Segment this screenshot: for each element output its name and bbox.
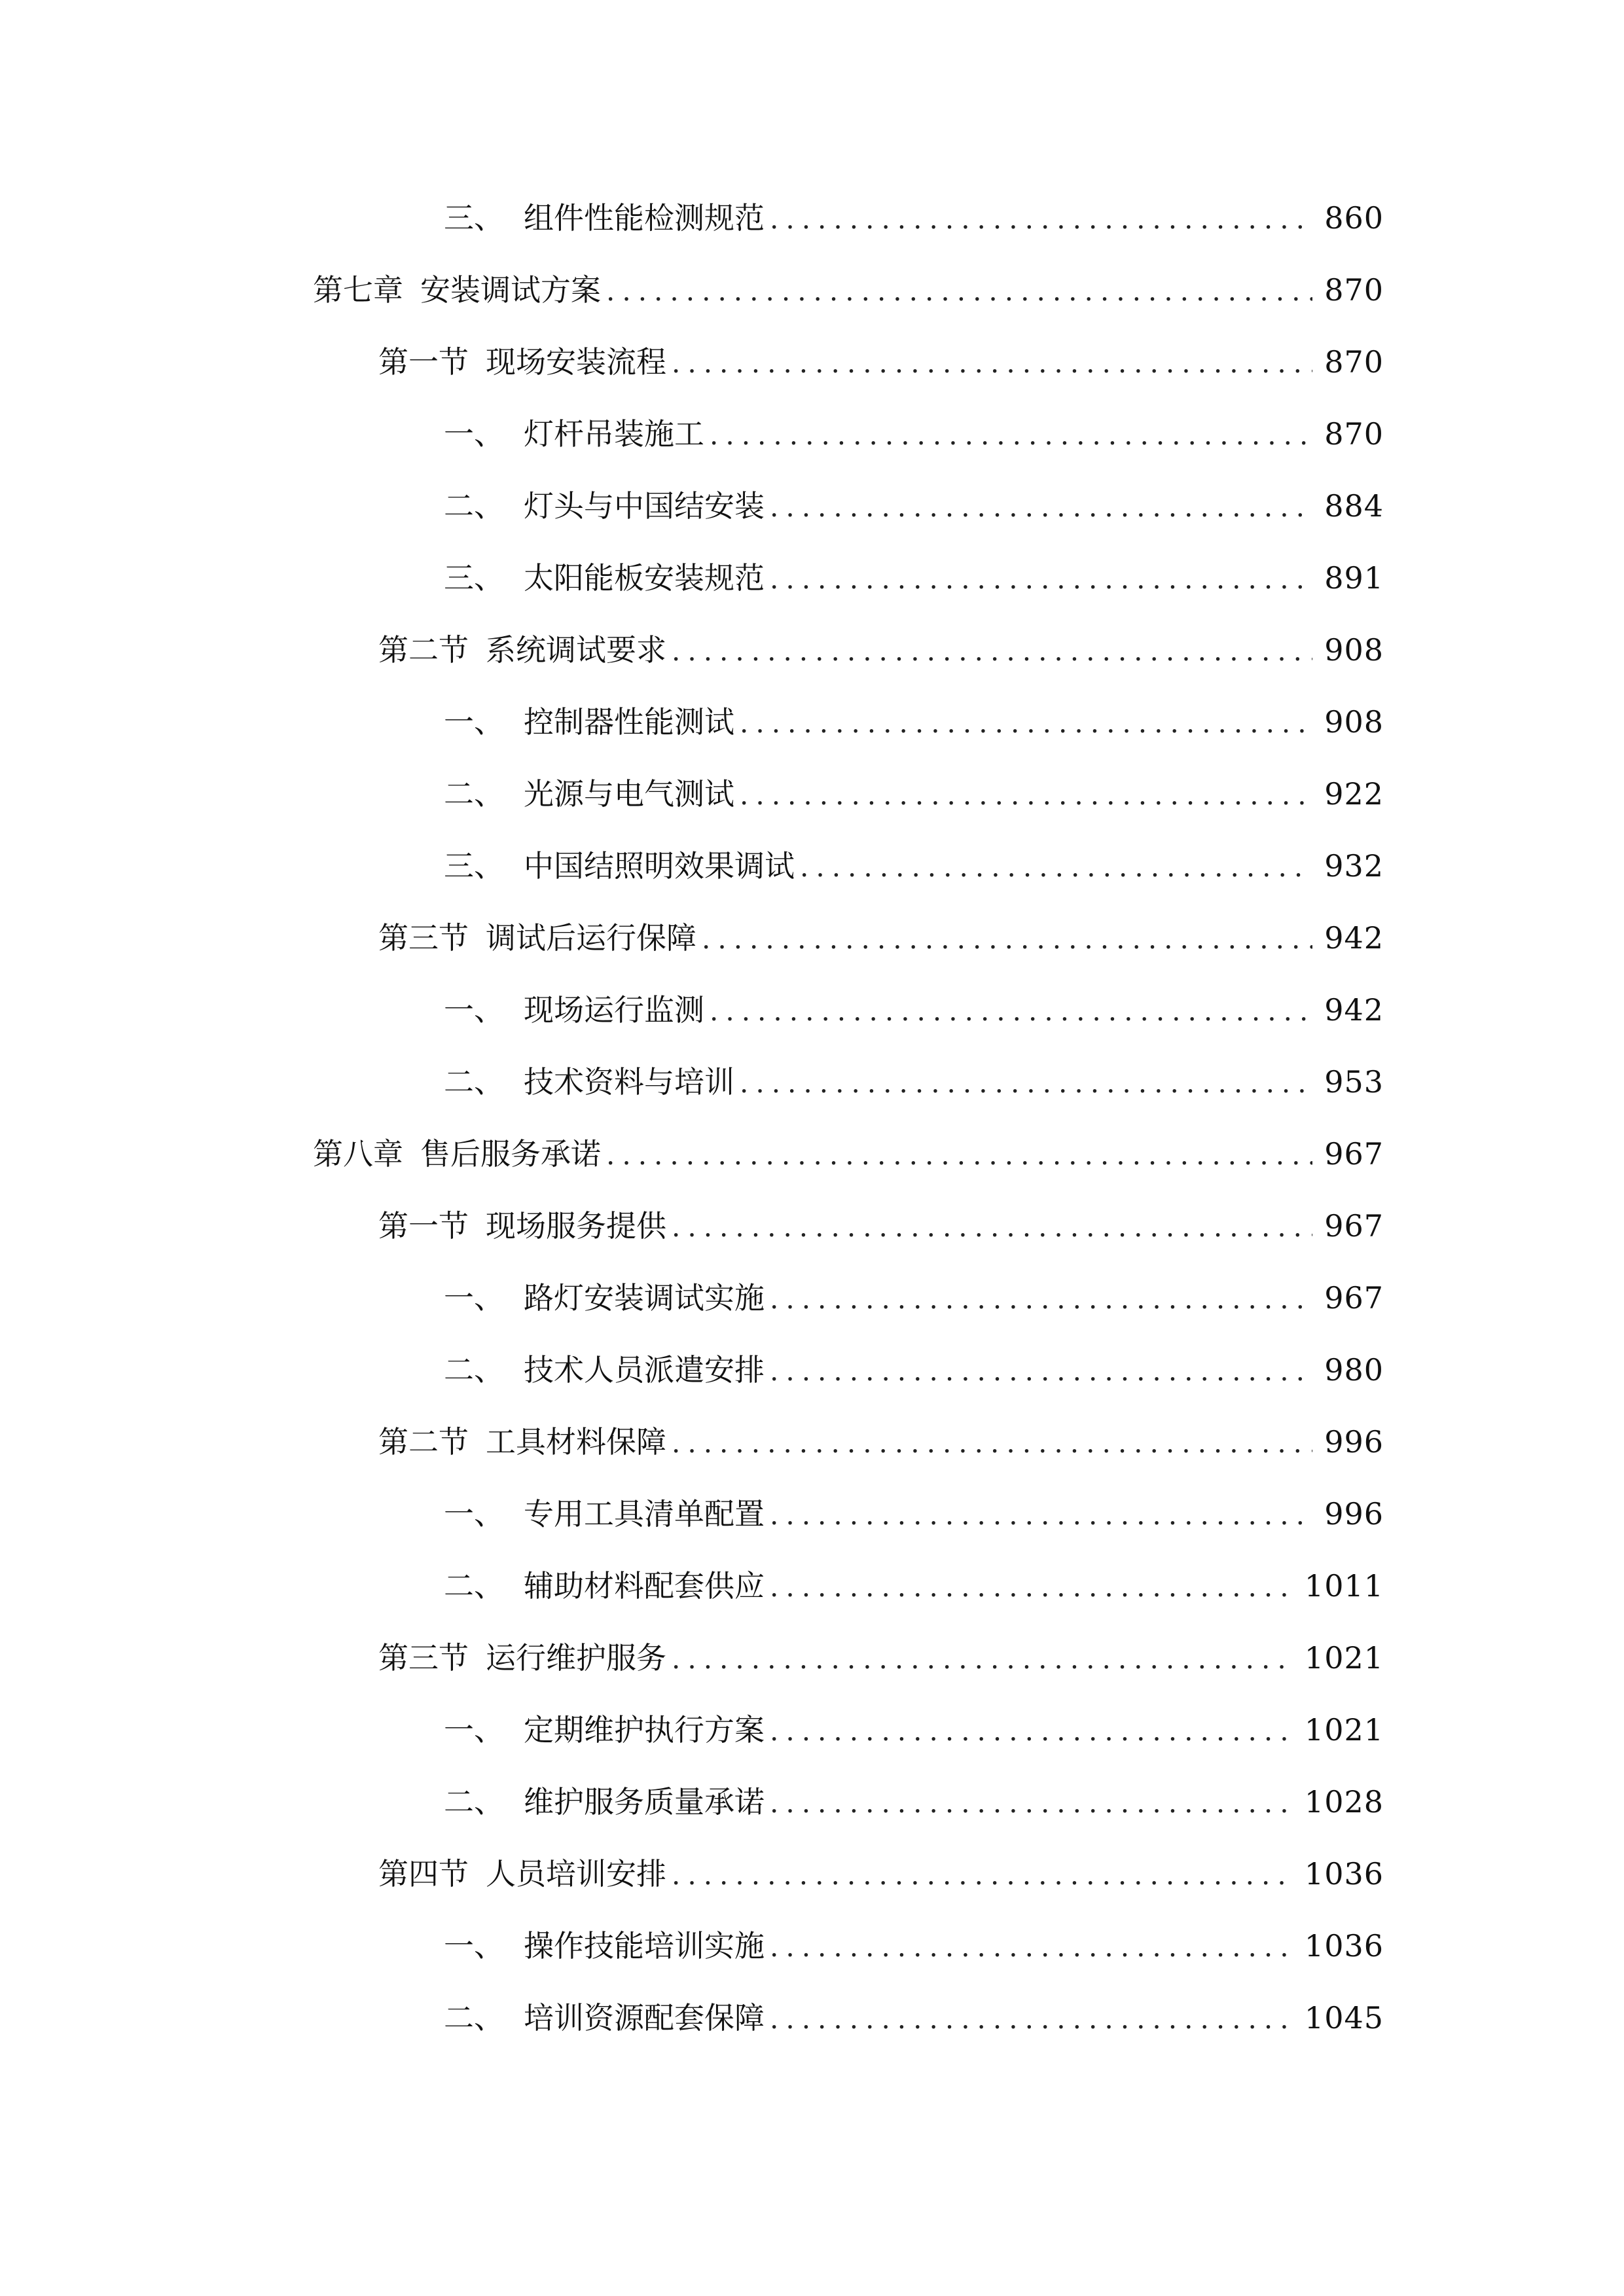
- dot-leader: [770, 1993, 1293, 2045]
- dot-leader: [710, 409, 1312, 461]
- toc-entry-title: 工具材料保障: [486, 1424, 666, 1460]
- dot-leader: [606, 1129, 1312, 1181]
- toc-entry-title: 现场服务提供: [486, 1208, 666, 1244]
- toc-entry-number: 第八章: [313, 1136, 403, 1172]
- toc-entry-title: 技术人员派遣安排: [524, 1352, 765, 1388]
- dot-leader: [770, 1705, 1293, 1757]
- toc-entry-title: 中国结照明效果调试: [524, 848, 795, 884]
- toc-entry-number: 一、: [444, 992, 504, 1028]
- toc-entry[interactable]: [378, 624, 1384, 676]
- toc-entry-page: 1045: [1304, 2000, 1384, 2036]
- toc-entry-number: 二、: [444, 2000, 504, 2036]
- toc-entry-number: 三、: [444, 200, 504, 236]
- toc-entry-number: 一、: [444, 704, 504, 740]
- toc-entry-title: 灯杆吊装施工: [524, 416, 704, 452]
- dot-leader: [672, 1201, 1312, 1253]
- dot-leader: [770, 1273, 1312, 1325]
- dot-leader: [770, 553, 1312, 605]
- toc-entry[interactable]: [444, 480, 1384, 532]
- dot-leader: [740, 697, 1312, 749]
- dot-leader: [770, 481, 1312, 533]
- dot-leader: [740, 1057, 1312, 1109]
- toc-entry[interactable]: [444, 192, 1384, 244]
- toc-entry-title: 现场运行监测: [524, 992, 704, 1028]
- toc-entry-title: 调试后运行保障: [486, 920, 696, 956]
- toc-entry-page: 884: [1324, 488, 1384, 524]
- toc-entry-number: 第一节: [378, 344, 469, 380]
- toc-entry[interactable]: [444, 1560, 1384, 1612]
- toc-entry-number: 第三节: [378, 920, 469, 956]
- toc-entry-title: 人员培训安排: [486, 1856, 666, 1892]
- toc-entry[interactable]: [378, 1848, 1384, 1900]
- dot-leader: [702, 913, 1312, 965]
- toc-entry-title: 操作技能培训实施: [524, 1928, 765, 1964]
- toc-entry[interactable]: [444, 840, 1384, 892]
- toc-entry[interactable]: [444, 696, 1384, 748]
- toc-entry[interactable]: [444, 1992, 1384, 2044]
- toc-entry[interactable]: [378, 912, 1384, 964]
- toc-entry-page: 891: [1324, 560, 1384, 596]
- toc-entry-title: 运行维护服务: [486, 1640, 666, 1676]
- toc-entry-number: 第四节: [378, 1856, 469, 1892]
- toc-entry-title: 定期维护执行方案: [524, 1712, 765, 1748]
- toc-entry[interactable]: [444, 1488, 1384, 1540]
- toc-entry-page: 870: [1324, 272, 1384, 308]
- toc-entry[interactable]: [444, 768, 1384, 820]
- toc-entry-page: 932: [1324, 848, 1384, 884]
- dot-leader: [770, 1561, 1293, 1613]
- toc-entry[interactable]: [444, 408, 1384, 460]
- toc-entry-title: 现场安装流程: [486, 344, 666, 380]
- toc-entry-page: 908: [1324, 704, 1384, 740]
- toc-entry-page: 870: [1324, 344, 1384, 380]
- toc-entry-page: 922: [1324, 776, 1384, 812]
- dot-leader: [606, 265, 1312, 317]
- toc-entry[interactable]: [378, 1632, 1384, 1684]
- dot-leader: [672, 625, 1312, 677]
- toc-entry-title: 辅助材料配套供应: [524, 1568, 765, 1604]
- dot-leader: [770, 1777, 1293, 1829]
- dot-leader: [672, 1417, 1312, 1469]
- toc-entry[interactable]: [444, 1272, 1384, 1324]
- toc-entry-number: 三、: [444, 560, 504, 596]
- toc-entry-page: 967: [1324, 1208, 1384, 1244]
- dot-leader: [770, 1489, 1312, 1541]
- dot-leader: [770, 1921, 1293, 1973]
- toc-entry-number: 二、: [444, 1784, 504, 1820]
- dot-leader: [800, 841, 1312, 893]
- toc-entry-number: 一、: [444, 1496, 504, 1532]
- toc-entry-page: 996: [1324, 1424, 1384, 1460]
- toc-entry-page: 980: [1324, 1352, 1384, 1388]
- toc-entry-title: 专用工具清单配置: [524, 1496, 765, 1532]
- toc-entry-number: 第七章: [313, 272, 403, 308]
- toc-entry-page: 953: [1324, 1064, 1384, 1100]
- toc-entry[interactable]: [378, 1200, 1384, 1252]
- toc-entry-page: 967: [1324, 1136, 1384, 1172]
- toc-entry-title: 维护服务质量承诺: [524, 1784, 765, 1820]
- toc-entry-title: 售后服务承诺: [420, 1136, 601, 1172]
- toc-entry-number: 一、: [444, 1280, 504, 1316]
- toc-entry[interactable]: [378, 1416, 1384, 1468]
- toc-entry-number: 第一节: [378, 1208, 469, 1244]
- dot-leader: [770, 1345, 1312, 1397]
- toc-entry-number: 二、: [444, 1064, 504, 1100]
- toc-entry-number: 第三节: [378, 1640, 469, 1676]
- toc-entry-page: 860: [1324, 200, 1384, 236]
- toc-entry-page: 942: [1324, 920, 1384, 956]
- toc-entry-title: 灯头与中国结安装: [524, 488, 765, 524]
- toc-entry[interactable]: [313, 1128, 1384, 1180]
- toc-entry-page: 908: [1324, 632, 1384, 668]
- toc-entry[interactable]: [444, 1920, 1384, 1972]
- toc-entry-number: 三、: [444, 848, 504, 884]
- toc-entry-title: 路灯安装调试实施: [524, 1280, 765, 1316]
- toc-entry[interactable]: [378, 336, 1384, 388]
- toc-entry-number: 二、: [444, 488, 504, 524]
- toc-entry-title: 太阳能板安装规范: [524, 560, 765, 596]
- toc-entry[interactable]: [444, 1344, 1384, 1396]
- toc-entry-number: 一、: [444, 1712, 504, 1748]
- toc-entry-page: 1036: [1304, 1856, 1384, 1892]
- toc-entry-page: 1021: [1304, 1640, 1384, 1676]
- toc-entry[interactable]: [313, 264, 1384, 316]
- toc-entry-title: 技术资料与培训: [524, 1064, 734, 1100]
- toc-entry-page: 870: [1324, 416, 1384, 452]
- dot-leader: [672, 1633, 1293, 1685]
- toc-entry-page: 942: [1324, 992, 1384, 1028]
- toc-entry-title: 系统调试要求: [486, 632, 666, 668]
- toc-entry-number: 第二节: [378, 632, 469, 668]
- toc-entry-title: 安装调试方案: [420, 272, 601, 308]
- toc-entry-title: 光源与电气测试: [524, 776, 734, 812]
- toc-entry-title: 控制器性能测试: [524, 704, 734, 740]
- toc-entry-number: 一、: [444, 416, 504, 452]
- toc-entry-title: 培训资源配套保障: [524, 2000, 765, 2036]
- toc-entry-page: 996: [1324, 1496, 1384, 1532]
- toc-entry-page: 1021: [1304, 1712, 1384, 1748]
- dot-leader: [770, 193, 1312, 245]
- dot-leader: [672, 1849, 1293, 1901]
- toc-entry-number: 二、: [444, 1352, 504, 1388]
- toc-entry-number: 一、: [444, 1928, 504, 1964]
- toc-entry-number: 第二节: [378, 1424, 469, 1460]
- toc-entry[interactable]: [444, 984, 1384, 1036]
- toc-entry[interactable]: [444, 1704, 1384, 1756]
- toc-entry-page: 967: [1324, 1280, 1384, 1316]
- toc-entry[interactable]: [444, 1776, 1384, 1828]
- toc-entry-page: 1011: [1304, 1568, 1384, 1604]
- dot-leader: [672, 337, 1312, 389]
- toc-entry-page: 1036: [1304, 1928, 1384, 1964]
- dot-leader: [740, 769, 1312, 821]
- toc-entry[interactable]: [444, 1056, 1384, 1108]
- toc-entry-title: 组件性能检测规范: [524, 200, 765, 236]
- toc-entry-number: 二、: [444, 776, 504, 812]
- toc-entry-page: 1028: [1304, 1784, 1384, 1820]
- toc-entry-number: 二、: [444, 1568, 504, 1604]
- dot-leader: [710, 985, 1312, 1037]
- toc-entry[interactable]: [444, 552, 1384, 604]
